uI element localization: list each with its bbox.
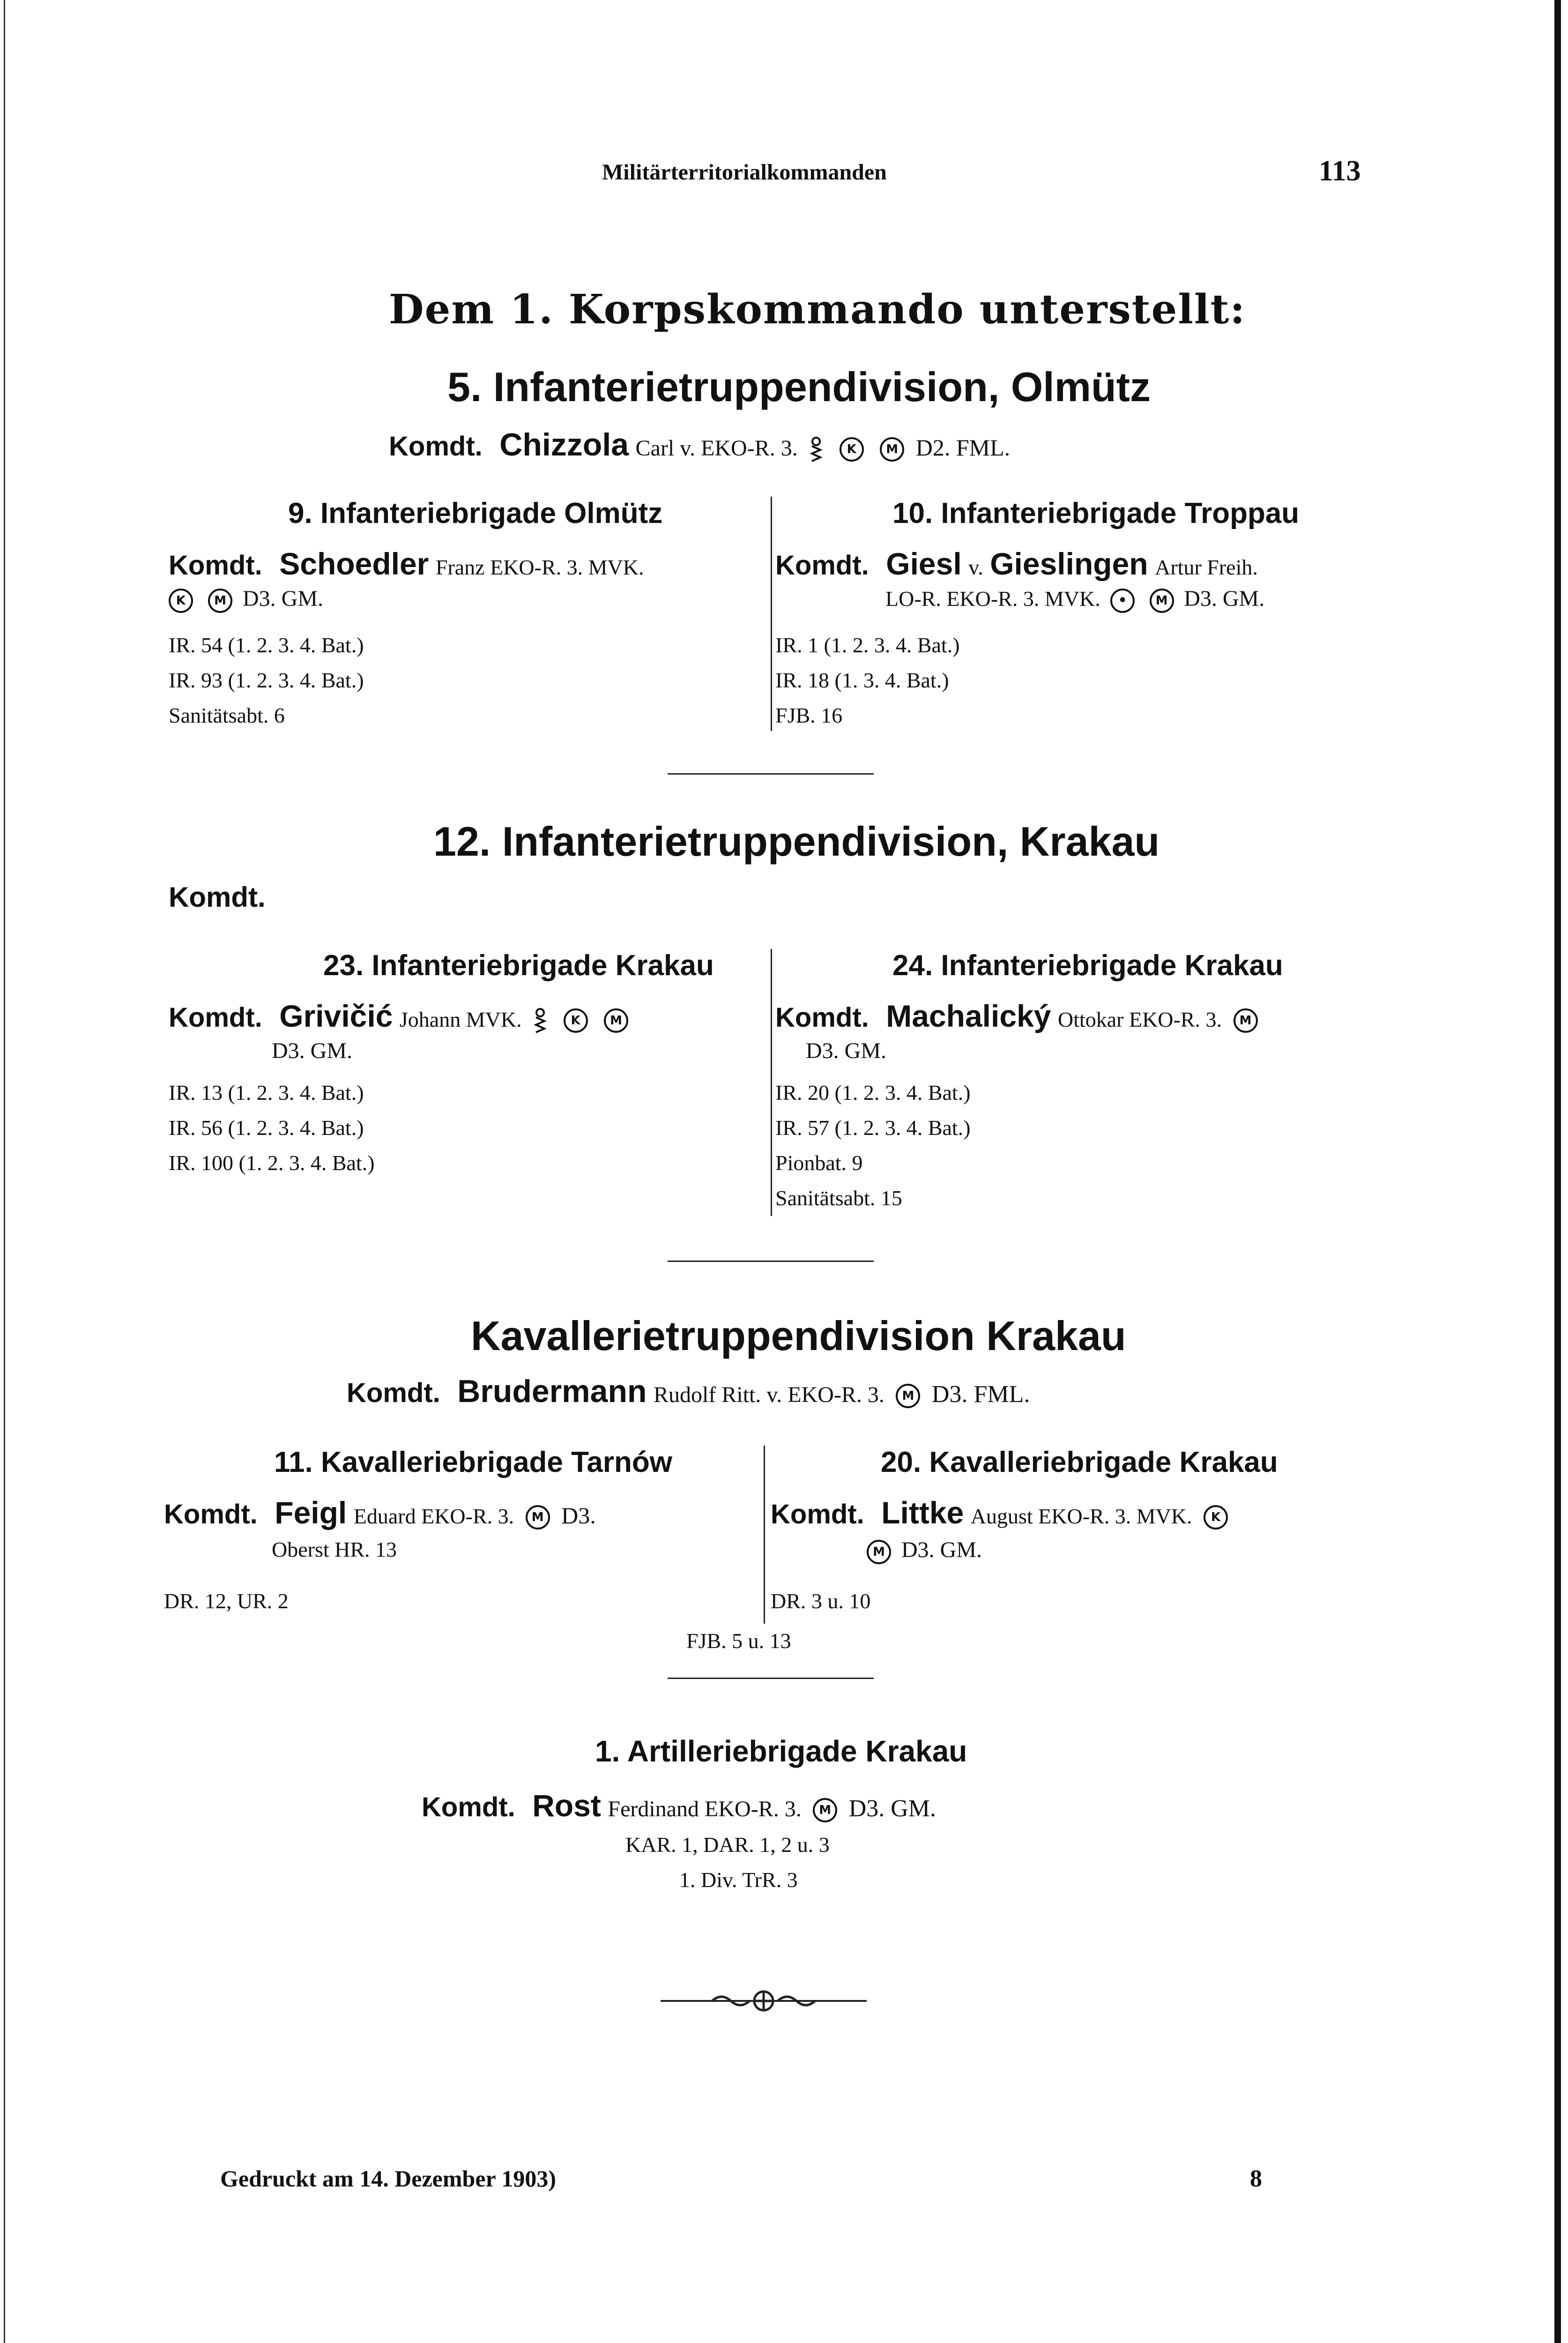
art-komdt-label: Komdt.: [422, 1792, 515, 1822]
brig24-name: Machalický: [886, 999, 1051, 1033]
div12-divider: [771, 949, 772, 1216]
div5-komdt-line: [389, 426, 1010, 463]
m-icon: M: [604, 1008, 628, 1033]
div5-komdt-detail: Carl v. EKO-R. 3.: [635, 436, 798, 461]
m-icon: M: [526, 1505, 550, 1530]
brig10-unit: IR. 18 (1. 3. 4. Bat.): [775, 668, 949, 692]
brig10-name: Giesl: [886, 546, 962, 581]
brig10-tail: D3. GM.: [1184, 586, 1265, 611]
running-title: Militärterritorialkommanden: [602, 160, 887, 185]
brig10-line2-text: LO-R. EKO-R. 3. MVK.: [885, 587, 1100, 611]
footer-sheet-number: 8: [1250, 2165, 1262, 2192]
div5-komdt-tail: D2. FML.: [915, 434, 1011, 461]
footer-printed: Gedruckt am 14. Dezember 1903): [220, 2165, 556, 2192]
kav-komdt-line: [347, 1373, 1030, 1410]
brig10-unit: FJB. 16: [775, 703, 843, 727]
brig9-name: Schoedler: [279, 546, 429, 581]
kavbrig20-title: 20. Kavalleriebrigade Krakau: [881, 1446, 1278, 1478]
kavbrig20-komdt-line: [771, 1495, 1233, 1530]
art-komdt-tail: D3. GM.: [848, 1795, 936, 1822]
kavbrig11-tail: D3.: [561, 1502, 596, 1529]
div5-komdt-name: Chizzola: [499, 427, 629, 463]
kavbrig11-name: Feigl: [275, 1495, 347, 1530]
page-edge-left: [4, 0, 5, 2343]
brig9-detail: Franz EKO-R. 3. MVK.: [435, 555, 644, 579]
brig24-unit: Pionbat. 9: [775, 1151, 863, 1175]
brig9-komdt-label: Komdt.: [169, 550, 262, 581]
brig9-line2: [169, 586, 323, 613]
m-icon: M: [1150, 589, 1174, 613]
brig23-unit: IR. 13 (1. 2. 3. 4. Bat.): [169, 1081, 364, 1104]
m-icon: M: [1234, 1008, 1258, 1033]
brig10-detail: Artur Freih.: [1155, 555, 1258, 579]
k-icon: K: [564, 1008, 588, 1033]
art-line2: KAR. 1, DAR. 1, 2 u. 3: [625, 1833, 830, 1857]
brig10-komdt-label: Komdt.: [775, 550, 869, 581]
brig24-unit: Sanitätsabt. 15: [775, 1186, 902, 1210]
kavbrig20-unit: DR. 3 u. 10: [771, 1589, 871, 1613]
decoration-icon: [809, 436, 823, 463]
kav-komdt-name: Brudermann: [457, 1373, 647, 1409]
kavbrig11-komdt-label: Komdt.: [164, 1499, 258, 1530]
kav-divider: [764, 1446, 765, 1624]
decoration-icon: [533, 1007, 547, 1034]
m-icon: M: [867, 1540, 891, 1564]
kav-komdt-detail: Rudolf Ritt. v. EKO-R. 3.: [654, 1382, 884, 1407]
divider-rule: [668, 1678, 874, 1679]
brig9-tail: D3. GM.: [243, 586, 324, 611]
brig24-komdt-label: Komdt.: [775, 1002, 869, 1033]
brig23-title: 23. Infanteriebrigade Krakau: [323, 949, 714, 982]
page-edge-right: [1554, 0, 1561, 2343]
brig23-unit: IR. 100 (1. 2. 3. 4. Bat.): [169, 1151, 375, 1175]
kav-komdt-label: Komdt.: [347, 1378, 440, 1408]
m-icon: M: [813, 1798, 837, 1822]
kavbrig20-name: Littke: [881, 1495, 964, 1530]
k-icon: K: [1204, 1505, 1228, 1530]
kavbrig20-tail: D3. GM.: [901, 1537, 982, 1562]
brig10-name2: Gieslingen: [990, 546, 1148, 581]
m-icon: M: [896, 1384, 920, 1408]
kavbrig20-line2: [867, 1537, 982, 1564]
brig10-v: v.: [968, 555, 983, 579]
k-icon: K: [840, 437, 864, 462]
brig9-unit: Sanitätsabt. 6: [169, 703, 285, 727]
brig9-unit: IR. 93 (1. 2. 3. 4. Bat.): [169, 668, 364, 692]
brig23-name: Grivičić: [279, 999, 393, 1033]
brig24-komdt-line: [775, 998, 1263, 1034]
div12-title: 12. Infanterietruppendivision, Krakau: [433, 818, 1160, 865]
brig10-komdt-line: [775, 546, 1258, 582]
m-icon: M: [880, 437, 904, 462]
brig24-unit: IR. 20 (1. 2. 3. 4. Bat.): [775, 1081, 971, 1104]
brig9-unit: IR. 54 (1. 2. 3. 4. Bat.): [169, 633, 364, 657]
kavbrig20-komdt-label: Komdt.: [771, 1499, 864, 1530]
dot-icon: •: [1110, 589, 1135, 613]
kavbrig11-komdt-line: [164, 1495, 596, 1530]
kavbrig11-title: 11. Kavalleriebrigade Tarnów: [274, 1446, 672, 1478]
div5-title: 5. Infanterietruppendivision, Olmütz: [447, 364, 1151, 410]
art-komdt-name: Rost: [532, 1788, 601, 1823]
kav-title: Kavallerietruppendivision Krakau: [471, 1313, 1126, 1359]
divider-rule: [668, 773, 874, 775]
art-komdt-line: [422, 1788, 936, 1823]
m-icon: M: [208, 589, 232, 613]
kavbrig20-detail: August EKO-R. 3. MVK.: [970, 1504, 1192, 1528]
brig10-unit: IR. 1 (1. 2. 3. 4. Bat.): [775, 633, 960, 657]
brig10-title: 10. Infanteriebrigade Troppau: [892, 497, 1300, 530]
kav-komdt-tail: D3. FML.: [931, 1381, 1030, 1408]
kavbrig11-line2: Oberst HR. 13: [272, 1537, 397, 1561]
div5-divider: [771, 497, 772, 731]
divider-rule: [668, 1261, 874, 1262]
brig24-title: 24. Infanteriebrigade Krakau: [892, 949, 1283, 982]
div5-komdt-label: Komdt.: [389, 431, 483, 462]
ornament-divider: [661, 1987, 867, 2015]
page-number: 113: [1319, 155, 1361, 187]
k-icon: K: [169, 589, 193, 613]
brig23-tail: D3. GM.: [272, 1038, 353, 1063]
brig10-line2: [885, 586, 1264, 613]
brig23-komdt-line: [169, 998, 633, 1034]
brig23-komdt-label: Komdt.: [169, 1002, 262, 1033]
brig9-title: 9. Infanteriebrigade Olmütz: [288, 497, 663, 530]
art-line3: 1. Div. TrR. 3: [679, 1868, 798, 1892]
brig24-detail: Ottokar EKO-R. 3.: [1057, 1007, 1222, 1031]
brig23-detail: Johann MVK.: [399, 1007, 522, 1031]
div12-komdt-label: Komdt.: [169, 881, 266, 913]
section-title: Dem 1. Korpskommando unterstellt:: [389, 286, 1246, 333]
brig24-tail: D3. GM.: [806, 1038, 887, 1063]
brig9-komdt-line: [169, 546, 644, 582]
kavbrig11-detail: Eduard EKO-R. 3.: [353, 1504, 514, 1528]
art-komdt-detail: Ferdinand EKO-R. 3.: [608, 1797, 802, 1821]
brig23-unit: IR. 56 (1. 2. 3. 4. Bat.): [169, 1116, 364, 1140]
brig24-unit: IR. 57 (1. 2. 3. 4. Bat.): [775, 1116, 971, 1140]
kav-shared-unit: FJB. 5 u. 13: [686, 1629, 791, 1653]
kavbrig11-unit: DR. 12, UR. 2: [164, 1589, 289, 1613]
art-title: 1. Artilleriebrigade Krakau: [595, 1734, 967, 1768]
